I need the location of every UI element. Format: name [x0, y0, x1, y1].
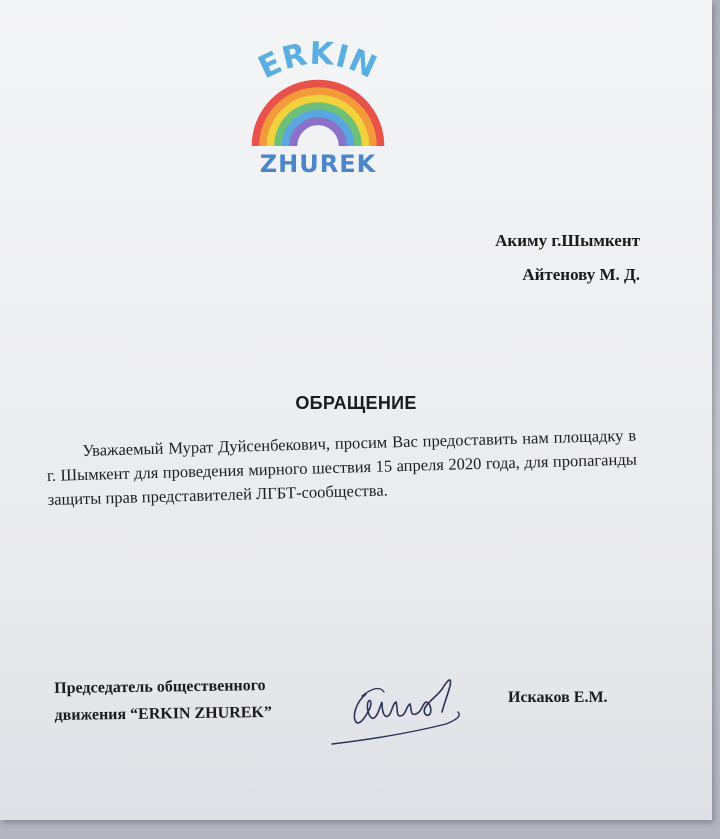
erkin-zhurek-logo — [238, 40, 398, 190]
signatory-title — [54, 671, 335, 729]
letter-body: Уважаемый Мурат Дуйсенбекович, просим Вас предоставить нам площадку в г. Шымкент для проведения мирного шествия 15 апреля 2020 года, для пропаганды защиты прав представителей ЛГБТ-сообщества. — [46, 425, 638, 509]
svg-text:ERKIN — [253, 40, 383, 86]
logo-top-word: ERKIN — [252, 40, 383, 87]
signer-name: Искаков Е.М. — [508, 689, 608, 706]
rainbow-band — [293, 121, 343, 146]
handwritten-signature — [326, 672, 476, 752]
document-title: ОБРАЩЕНИЕ — [295, 393, 417, 413]
addressee-line-2: Айтенову М. Д. — [522, 265, 640, 284]
signatory-line-1: Председатель общественного — [54, 677, 266, 697]
signatory-line-2: движения “ERKIN ZHUREK” — [54, 703, 273, 724]
rainbow-icon — [256, 84, 381, 146]
logo-bottom-word: ZHUREK — [259, 150, 377, 178]
addressee-block — [420, 224, 640, 292]
addressee-line-1: Акиму г.Шымкент — [495, 231, 640, 250]
